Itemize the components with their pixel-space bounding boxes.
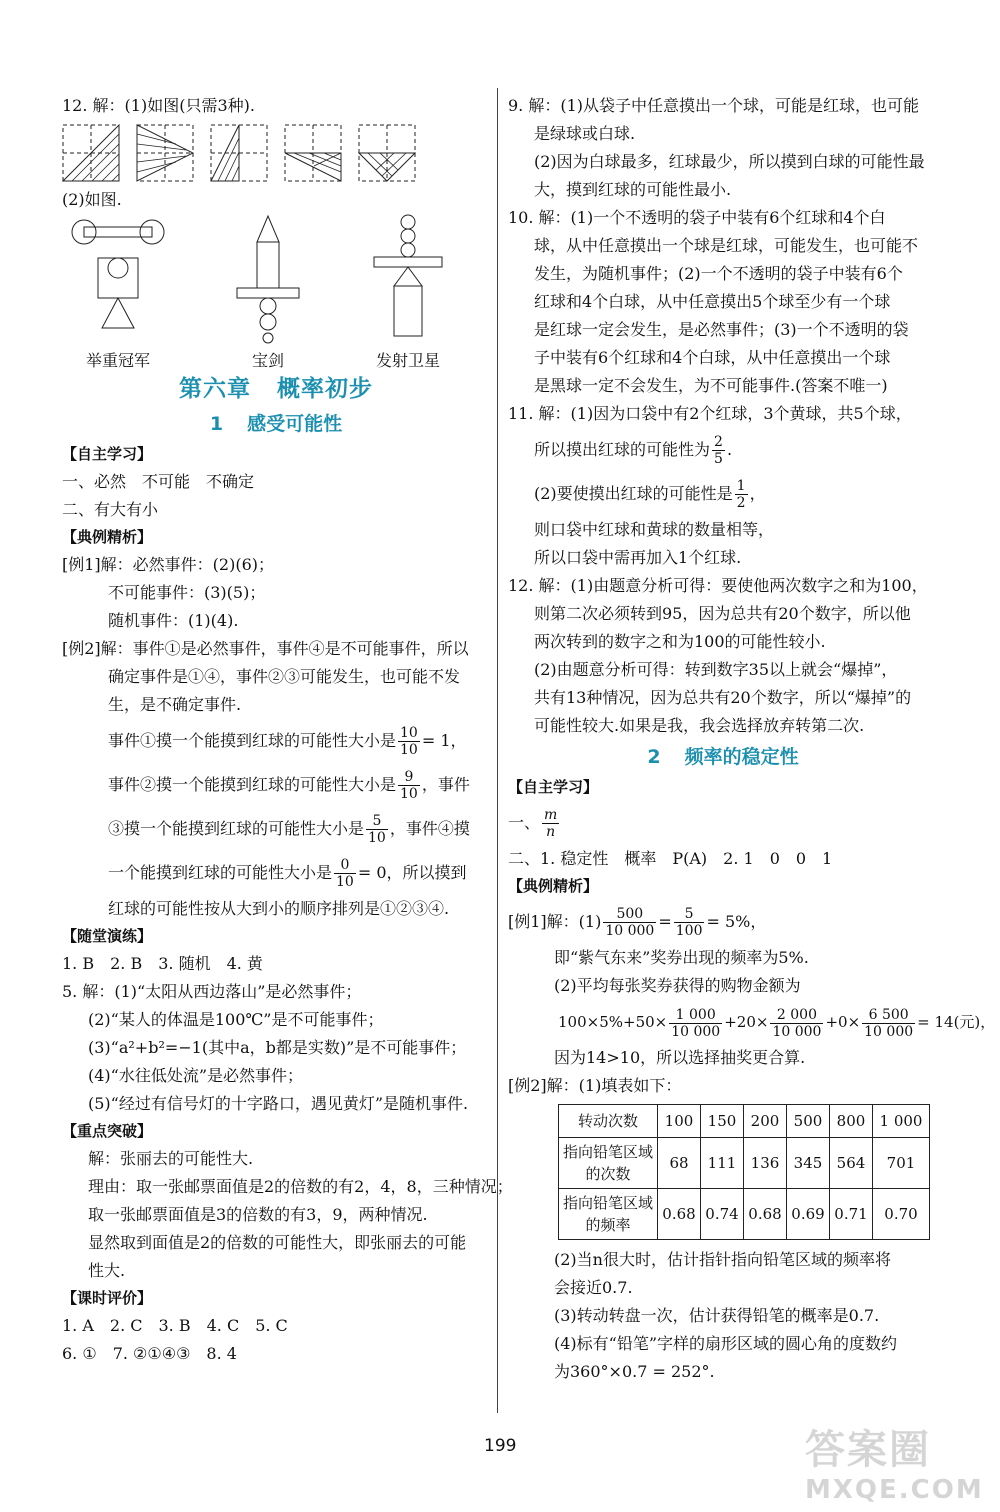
heading-dianli-jingxi: 【典例精析】	[62, 528, 153, 546]
section-1-name: 感受可能性	[247, 413, 343, 435]
zhongdian-line-2: 理由：取一张邮票面值是2的倍数的有2，4，8，三种情况；	[88, 1177, 513, 1196]
fraction	[712, 434, 725, 467]
table-cell: 0.68	[658, 1189, 701, 1240]
numerator: 5	[674, 906, 705, 923]
fraction	[603, 906, 656, 939]
sword-drawing	[233, 214, 303, 344]
denominator: 100	[675, 923, 703, 939]
grid-figure-1	[62, 124, 120, 182]
heading-zhongdian-tupo: 【重点突破】	[62, 1122, 153, 1140]
ex2-line-2: (2)当n很大时，估计指针指向铅笔区域的频率将	[554, 1250, 891, 1269]
r9-line-2: 是绿球或白球.	[534, 124, 636, 143]
denominator: 2	[736, 495, 746, 511]
numerator: 0	[334, 857, 356, 874]
ex1-line-2: 即“紫气东来”奖券出现的频率为5%.	[554, 948, 809, 967]
numerator: 5	[366, 813, 388, 830]
denominator: 10 000	[605, 923, 655, 939]
frequency-table	[558, 1104, 930, 1240]
r11-line-2	[508, 428, 938, 472]
fraction	[674, 906, 705, 939]
caption-weightlifter: 举重冠军	[85, 351, 150, 370]
denominator: 5	[714, 451, 723, 467]
fraction	[398, 769, 420, 802]
table-cell: 200	[744, 1105, 787, 1138]
r12-line-6: 可能性较大.如果是我，我会选择放弃转第二次.	[534, 716, 865, 735]
table-cell: 500	[787, 1105, 830, 1138]
table-cell: 136	[744, 1138, 787, 1189]
fraction	[770, 1007, 823, 1040]
table-cell: 100	[658, 1105, 701, 1138]
text: 100×5%+50×	[558, 1013, 668, 1031]
r9-line-1: 9. 解：(1)从袋子中任意摸出一个球，可能是红球，也可能	[508, 96, 920, 115]
figure-weightlifter	[68, 214, 168, 371]
chapter-name: 概率初步	[277, 376, 373, 402]
ex1-line-4	[508, 1000, 996, 1044]
numerator: 6 500	[862, 1007, 915, 1024]
text: .	[726, 440, 733, 459]
denominator: 10 000	[671, 1023, 721, 1040]
text: 一个能摸到红球的可能性大小是	[108, 863, 333, 882]
ex2-line-1: [例2]解：(1)填表如下：	[508, 1076, 682, 1095]
section-2-number: 2	[647, 746, 661, 768]
suitang-q5-line-2: (2)“某人的体温是100℃”是不可能事件；	[88, 1010, 384, 1029]
text: 所以摸出红球的可能性为	[534, 440, 711, 459]
example1-line-1: [例1]解：必然事件：(2)(6)；	[62, 555, 274, 574]
text: (2)要使摸出红球的可能性是	[534, 484, 733, 503]
zhongdian-line-3: 取一张邮票面值是3的倍数的有3，9，两种情况.	[88, 1205, 428, 1224]
r12-line-4: (2)由题意分析可得：转到数字35以上就会“爆掉”，	[534, 660, 898, 679]
r9-line-4: 大，摸到红球的可能性最小.	[534, 180, 732, 199]
r10-line-5: 是红球一定会发生，是必然事件；(3)一个不透明的袋	[534, 320, 909, 339]
grid-figure-5	[358, 124, 416, 182]
text: = 5%，	[706, 912, 767, 931]
table-cell: 0.71	[830, 1189, 873, 1240]
text: 事件②摸一个能摸到红球的可能性大小是	[108, 775, 397, 794]
figure-sword	[233, 214, 303, 371]
section-1-title	[62, 407, 490, 441]
table-cell: 0.74	[701, 1189, 744, 1240]
r12-line-1: 12. 解：(1)由题意分析可得：要使他两次数字之和为100，	[508, 576, 928, 595]
r10-line-1: 10. 解：(1)一个不透明的袋子中装有6个红球和4个白	[508, 208, 886, 227]
r12-line-3: 两次转到的数字之和为100的可能性较小.	[534, 632, 826, 651]
text: 事件①摸一个能摸到红球的可能性大小是	[108, 731, 397, 750]
denominator: n	[546, 824, 556, 840]
r11-line-4: 则口袋中红球和黄球的数量相等，	[534, 520, 775, 539]
fraction	[334, 857, 356, 890]
numerator: 1	[736, 478, 746, 494]
text: ③摸一个能摸到红球的可能性大小是	[108, 819, 365, 838]
table-cell: 800	[830, 1105, 873, 1138]
text: =	[658, 912, 672, 931]
ex1-line-5: 因为14>10，所以选择抽奖更合算.	[554, 1048, 806, 1067]
grid-figure-3	[210, 124, 268, 182]
ex1-line-1	[508, 900, 938, 944]
r10-line-4: 红球和4个白球，从中任意摸出5个球至少有一个球	[534, 292, 891, 311]
page-number: 199	[484, 1436, 517, 1456]
chapter-number: 第六章	[179, 376, 251, 402]
numerator: 10	[400, 725, 418, 741]
heading-suitang-yanlian: 【随堂演练】	[62, 927, 153, 945]
denominator: 10 000	[772, 1023, 822, 1040]
section-1-number: 1	[209, 413, 224, 435]
section-2-title	[508, 740, 938, 774]
table-cell: 1 000	[873, 1105, 930, 1138]
fraction	[366, 813, 388, 846]
figure-satellite	[368, 214, 448, 371]
denominator: 10	[368, 830, 386, 846]
column-divider	[497, 88, 498, 1413]
suitang-q5-line-1: 5. 解：(1)“太阳从西边落山”是必然事件；	[62, 982, 362, 1001]
r11-line-1: 11. 解：(1)因为口袋中有2个红球，3个黄球，共5个球，	[508, 404, 912, 423]
r12-line-5: 共有13种情况，因为总共有20个数字，所以“爆掉”的	[534, 688, 912, 707]
right-column	[508, 92, 996, 1386]
grid-figure-2	[136, 124, 194, 182]
heading-keshi-pingjia: 【课时评价】	[62, 1289, 153, 1307]
suitang-q5-line-3: (3)“a²+b²=−1(其中a，b都是实数)”是不可能事件；	[88, 1038, 467, 1057]
table-row	[559, 1105, 930, 1138]
zizhu-answer-2: 二、有大有小	[62, 500, 159, 519]
example2-line-2: 确定事件是①④，事件②③可能发生，也可能不发	[108, 667, 461, 686]
r11-line-5: 所以口袋中需再加入1个红球.	[534, 548, 742, 567]
watermark-text: 答案圈	[805, 1427, 931, 1473]
table-cell: 345	[787, 1138, 830, 1189]
numerator: 1 000	[669, 1007, 722, 1024]
r12-line-2: 则第二次必须转到95，因为总共有20个数字，所以他	[534, 604, 911, 623]
grid-figure-4	[284, 124, 342, 182]
example2-line-1: [例2]解：事件①是必然事件，事件④是不可能事件，所以	[62, 639, 469, 658]
watermark-url: MXQE.COM	[805, 1475, 984, 1505]
table-row	[559, 1189, 930, 1240]
table-cell: 68	[658, 1138, 701, 1189]
table-cell: 111	[701, 1138, 744, 1189]
table-cell: 指向铅笔区域的频率	[559, 1189, 658, 1240]
r10-line-6: 子中装有6个红球和4个白球，从中任意摸出一个球	[534, 348, 891, 367]
fraction	[542, 807, 559, 840]
q12-shape-figures	[68, 214, 448, 371]
example1-line-2: 不可能事件：(3)(5)；	[108, 583, 266, 602]
text: = 14(元)，	[917, 1013, 996, 1031]
denominator: 10 000	[864, 1023, 914, 1040]
example1-line-3: 随机事件：(1)(4).	[108, 611, 239, 630]
r9-line-3: (2)因为白球最多，红球最少，所以摸到白球的可能性最	[534, 152, 925, 171]
chapter-title	[62, 371, 490, 407]
ex2-line-6: 为360°×0.7 = 252°.	[554, 1362, 715, 1381]
caption-sword: 宝剑	[251, 351, 284, 370]
table-cell: 0.69	[787, 1189, 830, 1240]
numerator: 2 000	[770, 1007, 823, 1024]
suitang-q5-line-4: (4)“水往低处流”是必然事件；	[88, 1066, 304, 1085]
suitang-answers-1-4: 1. B 2. B 3. 随机 4. 黄	[62, 954, 263, 973]
text: [例1]解：(1)	[508, 912, 602, 931]
watermark-logo	[805, 1418, 995, 1508]
example2-line-3: 生，是不确定事件.	[108, 695, 242, 714]
text: ，事件④摸	[389, 819, 470, 838]
r10-line-2: 球，从中任意摸出一个球是红球，可能发生，也可能不	[534, 236, 919, 255]
suitang-q5-line-5: (5)“经过有信号灯的十字路口，遇见黄灯”是随机事件.	[88, 1094, 469, 1113]
q12-heading: 12. 解：(1)如图(只需3种).	[62, 96, 255, 115]
q12-grid-figures	[62, 124, 490, 182]
text: ，事件	[421, 775, 470, 794]
fraction	[398, 725, 420, 758]
table-cell: 转动次数	[559, 1105, 658, 1138]
zhongdian-line-5: 性大.	[88, 1261, 126, 1280]
denominator: 10	[336, 874, 354, 890]
denominator: 10	[400, 742, 418, 758]
example2-line-event1	[62, 719, 490, 763]
text: 一、	[508, 813, 541, 832]
q12-part2: (2)如图.	[62, 190, 122, 209]
denominator: 10	[400, 786, 418, 802]
text: = 0，所以摸到	[357, 863, 467, 882]
numerator: 9	[398, 769, 420, 786]
left-column	[62, 92, 513, 1368]
zhongdian-line-4: 显然取到面值是2的倍数的可能性大，即张丽去的可能	[88, 1233, 467, 1252]
example2-conclusion: 红球的可能性按从大到小的顺序排列是①②③④.	[108, 899, 450, 918]
table-cell: 0.68	[744, 1189, 787, 1240]
satellite-drawing	[368, 214, 448, 344]
zizhu2-answer-1	[508, 801, 938, 845]
r10-line-3: 发生，为随机事件；(2)一个不透明的袋子中装有6个	[534, 264, 903, 283]
zizhu2-answer-2: 二、1. 稳定性 概率 P(A) 2. 1 0 0 1	[508, 849, 833, 868]
keshi-answers-1-5: 1. A 2. C 3. B 4. C 5. C	[62, 1316, 288, 1335]
section-2-name: 频率的稳定性	[684, 746, 799, 768]
table-row	[559, 1138, 930, 1189]
table-cell: 564	[830, 1138, 873, 1189]
fraction	[735, 478, 748, 511]
example2-line-event4	[62, 851, 490, 895]
ex2-line-3: 会接近0.7.	[554, 1278, 633, 1297]
heading-dianli-jingxi-2: 【典例精析】	[508, 877, 599, 895]
keshi-answers-6-8: 6. ① 7. ②①④③ 8. 4	[62, 1344, 237, 1363]
fraction	[669, 1007, 722, 1040]
r11-line-3	[508, 472, 938, 516]
table-cell: 指向铅笔区域的次数	[559, 1138, 658, 1189]
ex2-line-4: (3)转动转盘一次，估计获得铅笔的概率是0.7.	[554, 1306, 880, 1325]
example2-line-event2	[62, 763, 490, 807]
weightlifter-drawing	[68, 214, 168, 344]
table-cell: 150	[701, 1105, 744, 1138]
fraction	[862, 1007, 915, 1040]
numerator: 500	[603, 906, 656, 923]
heading-zizhu-xuexi: 【自主学习】	[62, 445, 153, 463]
numerator: 2	[714, 434, 723, 450]
ex2-line-5: (4)标有“铅笔”字样的扇形区域的圆心角的度数约	[554, 1334, 898, 1353]
table-cell: 701	[873, 1138, 930, 1189]
zhongdian-line-1: 解：张丽去的可能性大.	[88, 1149, 254, 1168]
ex1-line-3: (2)平均每张奖券获得的购物金额为	[554, 976, 801, 995]
numerator: m	[544, 807, 558, 823]
zizhu-answer-1: 一、必然 不可能 不确定	[62, 472, 255, 491]
heading-zizhu-xuexi-2: 【自主学习】	[508, 778, 599, 796]
text: = 1，	[421, 731, 467, 750]
text: +20×	[724, 1013, 769, 1031]
caption-satellite: 发射卫星	[375, 351, 440, 370]
text: ，	[749, 484, 766, 503]
example2-line-event3	[62, 807, 490, 851]
table-cell: 0.70	[873, 1189, 930, 1240]
r10-line-7: 是黑球一定不会发生，为不可能事件.(答案不唯一)	[534, 376, 888, 395]
text: +0×	[825, 1013, 861, 1031]
